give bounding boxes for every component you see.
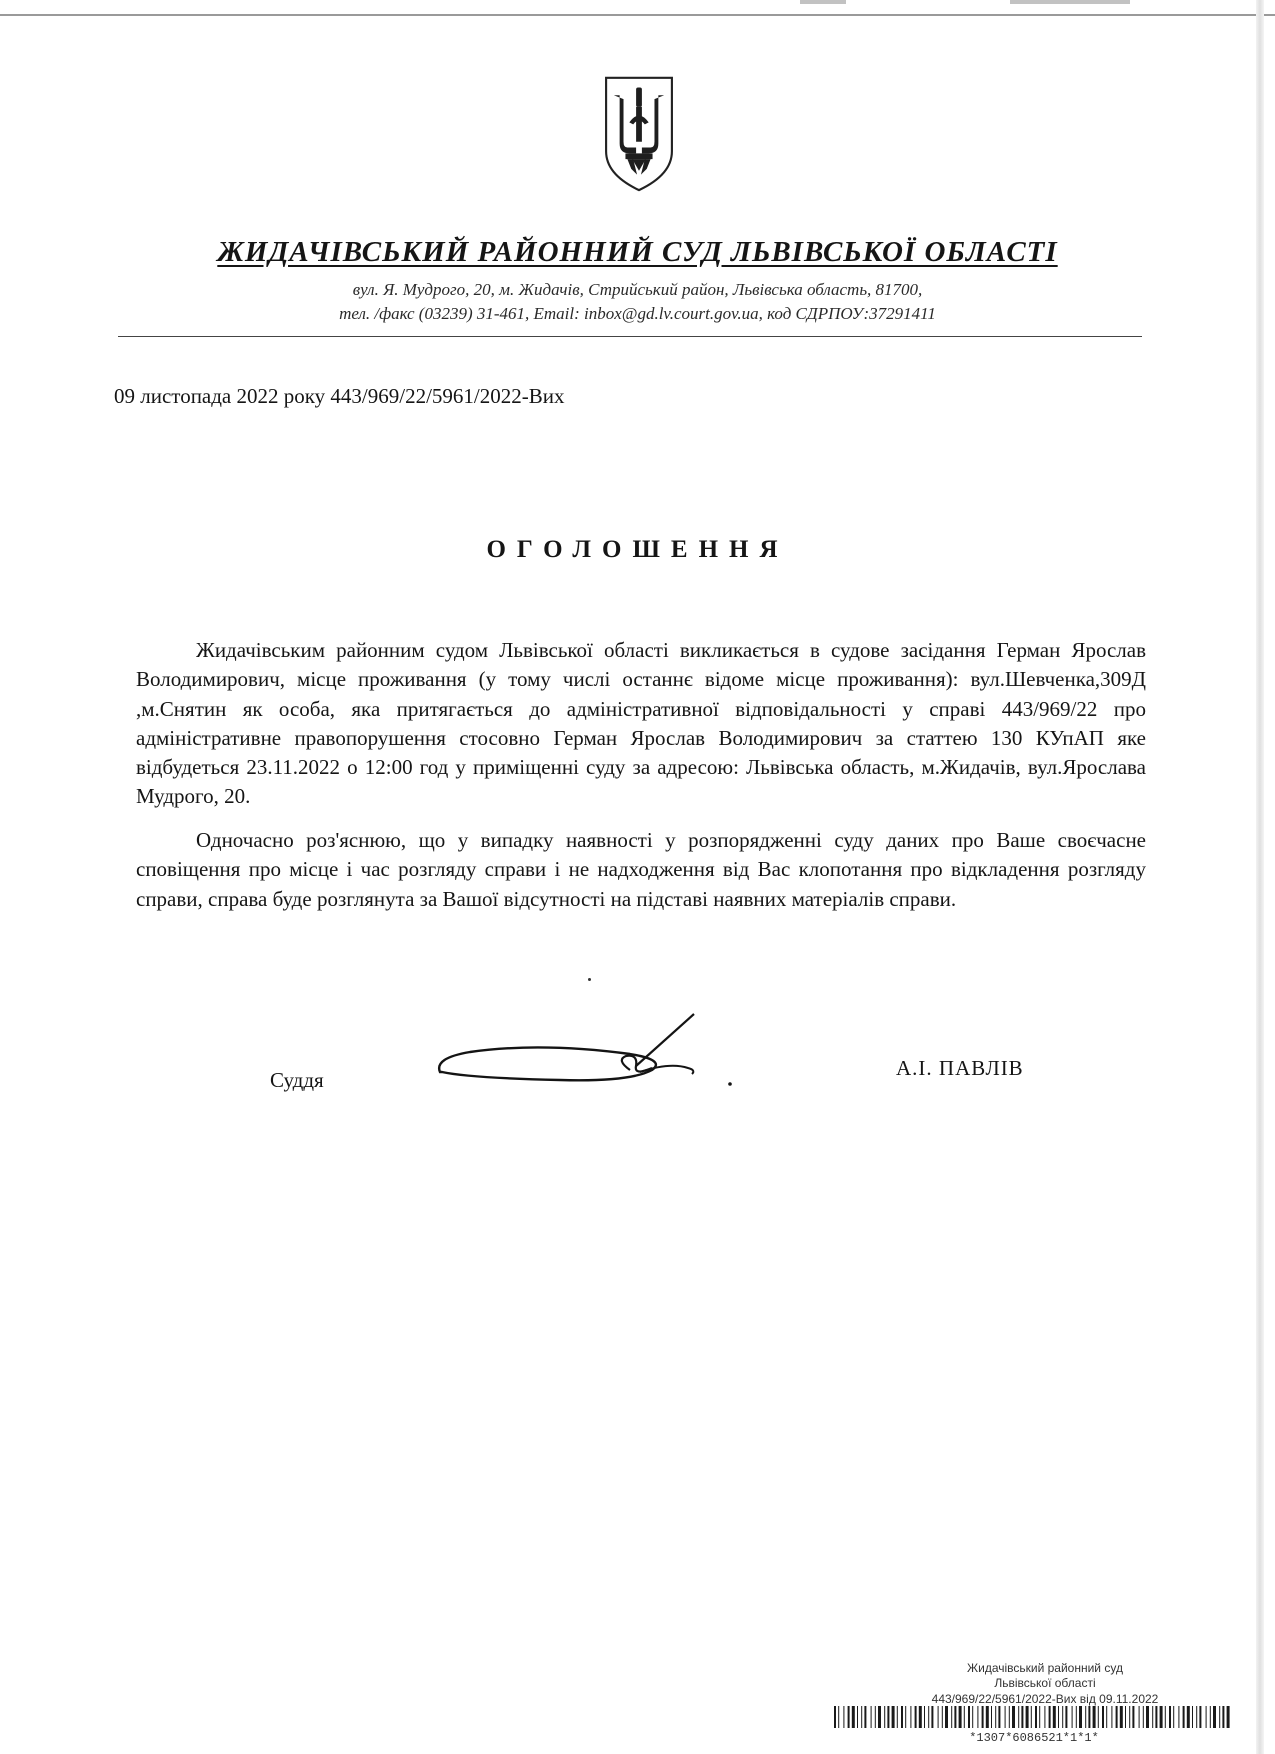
barcode-bar [959, 1706, 962, 1728]
barcode-number: *1307*6086521*1*1* [969, 1731, 1099, 1745]
barcode-bar [995, 1706, 996, 1728]
barcode-bar [1222, 1706, 1224, 1728]
barcode-bar [1062, 1706, 1063, 1728]
barcode-bar [838, 1706, 839, 1728]
barcode-bar [852, 1706, 855, 1728]
barcode-bar [861, 1706, 862, 1728]
barcode-bar [915, 1706, 917, 1728]
barcode-bar [1031, 1706, 1032, 1728]
barcode-bar [857, 1706, 858, 1728]
barcode-bar [1026, 1706, 1029, 1728]
announcement-paragraph-1: Жидачівським районним судом Львівської області викликається в судове засідання Герман Ярослав Володимирович, місце проживання (у тому числі останнє відоме місце проживання): вул.Шевченка,309Д ,м.Снятин як особа, яка притягається до адміністративної відповідальності у справі 443/969/22 про адміністративне правопорушення стосовно Герман Ярослав Володимирович за статтею 130 КУпАП яке відбудеться 23.11.2022 о 12:00 год у приміщенні суду за адресою: Львівська область, м.Жидачів, вул.Ярослава Мудрого, 20. [136, 638, 1146, 809]
barcode-bar [1035, 1706, 1037, 1728]
barcode-bar [1129, 1706, 1130, 1728]
barcode-bar [897, 1706, 898, 1728]
barcode-bar [954, 1706, 956, 1728]
barcode-bar [1227, 1706, 1230, 1728]
barcode-bar [910, 1706, 911, 1728]
barcode-bar [871, 1706, 872, 1728]
barcode-bar [1012, 1706, 1015, 1728]
barcode-bar [986, 1706, 989, 1728]
barcode-bar [964, 1706, 965, 1728]
barcode-bar [972, 1706, 973, 1728]
barcode-bar [878, 1706, 881, 1728]
barcode-bar [884, 1706, 885, 1728]
barcode-bar [848, 1706, 850, 1728]
stamp-court-name: Жидачівський районний суд [967, 1661, 1123, 1675]
barcode-bar [928, 1706, 929, 1728]
barcode-bar [1018, 1706, 1019, 1728]
barcode-bar [887, 1706, 889, 1728]
barcode-bar [945, 1706, 948, 1728]
barcode-bar [1219, 1706, 1220, 1728]
barcode-bar [864, 1706, 866, 1728]
date-reference: 09 листопада 2022 року 443/969/22/5961/2022-Вих [114, 384, 565, 408]
trident-emblem-icon [600, 74, 678, 194]
court-contacts: тел. /факс (03239) 31-461, Email: inbox@gd.lv.court.gov.ua, код СДРПОУ:37291411 [339, 304, 936, 323]
barcode-bar [1044, 1706, 1045, 1728]
barcode-bar [1165, 1706, 1166, 1728]
barcode-bar [1206, 1706, 1207, 1728]
barcode-bar [875, 1706, 876, 1728]
barcode-bar [1178, 1706, 1179, 1728]
barcode-bar [1106, 1706, 1107, 1728]
handwritten-signature [430, 1010, 750, 1100]
barcode-bar [942, 1706, 943, 1728]
court-address: вул. Я. Мудрого, 20, м. Жидачів, Стрийський район, Львівська область, 81700, [352, 280, 923, 299]
barcode-bar [938, 1706, 939, 1728]
barcode-bar [1160, 1706, 1163, 1728]
barcode-bar [982, 1706, 984, 1728]
barcode-bar [1088, 1706, 1090, 1728]
barcode-bar [931, 1706, 933, 1728]
announcement-paragraph-2: Одночасно роз'яснюю, що у випадку наявності у розпорядженні суду даних про Ваше своєчасне сповіщення про місце і час розгляду справи і не надходження від Вас клопотання про відкладення розгляду справи, справа буде розглянута за Вашої відсутності на підставі наявних матеріалів справи. [136, 828, 1146, 911]
barcode-bar [1102, 1706, 1104, 1728]
barcode-bar [1125, 1706, 1126, 1728]
header-divider [118, 336, 1142, 337]
barcode-bar [1005, 1706, 1006, 1728]
barcode-bar [843, 1706, 844, 1728]
barcode-bar [924, 1706, 925, 1728]
barcode-bar [1009, 1706, 1010, 1728]
barcode-bar [1210, 1706, 1211, 1728]
barcode-bar [1132, 1706, 1134, 1728]
barcode-bar [1187, 1706, 1190, 1728]
barcode-bar [1072, 1706, 1073, 1728]
barcode-bar [1093, 1706, 1096, 1728]
barcode-bar [1049, 1706, 1051, 1728]
barcode-bar [901, 1706, 903, 1728]
barcode-bar [977, 1706, 978, 1728]
court-name: ЖИДАЧІВСЬКИЙ РАЙОННИЙ СУД ЛЬВІВСЬКОЇ ОБЛАСТІ [217, 236, 1058, 268]
barcode-bar [991, 1706, 992, 1728]
barcode-bar [1058, 1706, 1059, 1728]
barcode-bar [834, 1706, 836, 1728]
barcode-bar [998, 1706, 1000, 1728]
barcode-bar [919, 1706, 922, 1728]
barcode-bar [1196, 1706, 1197, 1728]
scan-speck [588, 978, 591, 981]
barcode-bar [1155, 1706, 1157, 1728]
barcode-bar [1065, 1706, 1067, 1728]
signer-role: Суддя [270, 1068, 324, 1092]
scan-artifact [800, 0, 846, 4]
document-title: ОГОЛОШЕННЯ [486, 536, 789, 563]
barcode-bar [1116, 1706, 1118, 1728]
barcode-bar [1139, 1706, 1140, 1728]
barcode-bar [1039, 1706, 1040, 1728]
barcode-bar [1199, 1706, 1201, 1728]
barcode-bar [968, 1706, 970, 1728]
barcode-bar [1021, 1706, 1023, 1728]
barcode-bar [1120, 1706, 1123, 1728]
barcode [834, 1706, 1234, 1728]
barcode-bar [892, 1706, 895, 1728]
barcode-bar [1076, 1706, 1077, 1728]
barcode-bar [1169, 1706, 1171, 1728]
stamp-region: Львівської області [994, 1676, 1096, 1690]
barcode-bar [1173, 1706, 1174, 1728]
barcode-bar [1152, 1706, 1153, 1728]
barcode-bar [1085, 1706, 1086, 1728]
barcode-bar [1213, 1706, 1216, 1728]
barcode-bar [1079, 1706, 1082, 1728]
barcode-bar [1143, 1706, 1144, 1728]
barcode-bar [1146, 1706, 1149, 1728]
barcode-bar [951, 1706, 952, 1728]
scan-edge-top [0, 14, 1275, 16]
scan-artifact [1010, 0, 1130, 4]
barcode-bar [1183, 1706, 1185, 1728]
barcode-bar [905, 1706, 906, 1728]
judge-name: А.І. ПАВЛІВ [896, 1056, 1024, 1080]
barcode-bar [1098, 1706, 1099, 1728]
barcode-bar [1192, 1706, 1193, 1728]
stamp-registration: 443/969/22/5961/2022-Вих від 09.11.2022 [931, 1692, 1159, 1706]
barcode-bar [1111, 1706, 1112, 1728]
barcode-bar [1053, 1706, 1056, 1728]
